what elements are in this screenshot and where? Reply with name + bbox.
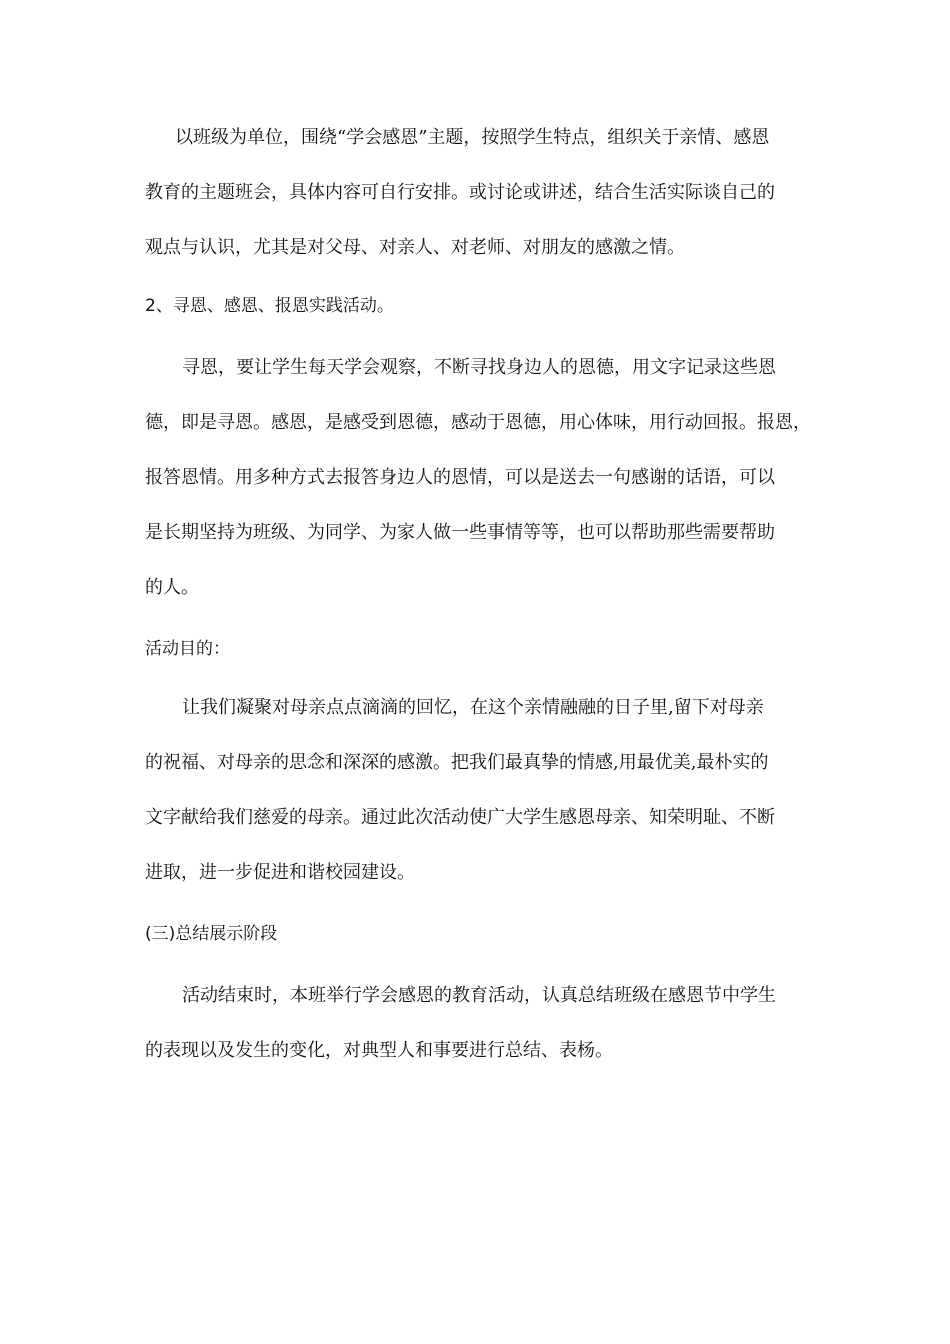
paragraph-line: 观点与认识，尤其是对父母、对亲人、对老师、对朋友的感激之情。 [145, 237, 685, 258]
section-heading: 活动目的： [145, 639, 230, 659]
paragraph-line: 德，即是寻恩。感恩，是感受到恩德，感动于恩德，用心体味，用行动回报。报恩， [145, 412, 811, 433]
paragraph-line: 进取，进一步促进和谐校园建设。 [145, 862, 415, 883]
paragraph-line: 活动结束时，本班举行学会感恩的教育活动，认真总结班级在感恩节中学生 [182, 985, 776, 1006]
section-heading: (三)总结展示阶段 [145, 924, 278, 944]
paragraph-line: 文字献给我们慈爱的母亲。通过此次活动使广大学生感恩母亲、知荣明耻、不断 [145, 807, 775, 828]
paragraph-line: 寻恩，要让学生每天学会观察，不断寻找身边人的恩德，用文字记录这些恩 [182, 357, 776, 378]
paragraph-line: 让我们凝聚对母亲点点滴滴的回忆，在这个亲情融融的日子里,留下对母亲 [182, 697, 764, 718]
section-heading: 2、寻恩、感恩、报恩实践活动。 [145, 296, 394, 316]
paragraph-line: 以班级为单位，围绕“学会感恩”主题，按照学生特点，组织关于亲情、感恩 [175, 127, 770, 148]
paragraph-line: 的表现以及发生的变化，对典型人和事要进行总结、表杨。 [145, 1040, 613, 1061]
paragraph-line: 的人。 [145, 577, 199, 598]
paragraph-line: 是长期坚持为班级、为同学、为家人做一些事情等等，也可以帮助那些需要帮助 [145, 522, 775, 543]
paragraph-line: 教育的主题班会，具体内容可自行安排。或讨论或讲述，结合生活实际谈自己的 [145, 182, 775, 203]
paragraph-line: 的祝福、对母亲的思念和深深的感激。把我们最真挚的情感,用最优美,最朴实的 [145, 752, 769, 773]
paragraph-line: 报答恩情。用多种方式去报答身边人的恩情，可以是送去一句感谢的话语，可以 [145, 467, 775, 488]
